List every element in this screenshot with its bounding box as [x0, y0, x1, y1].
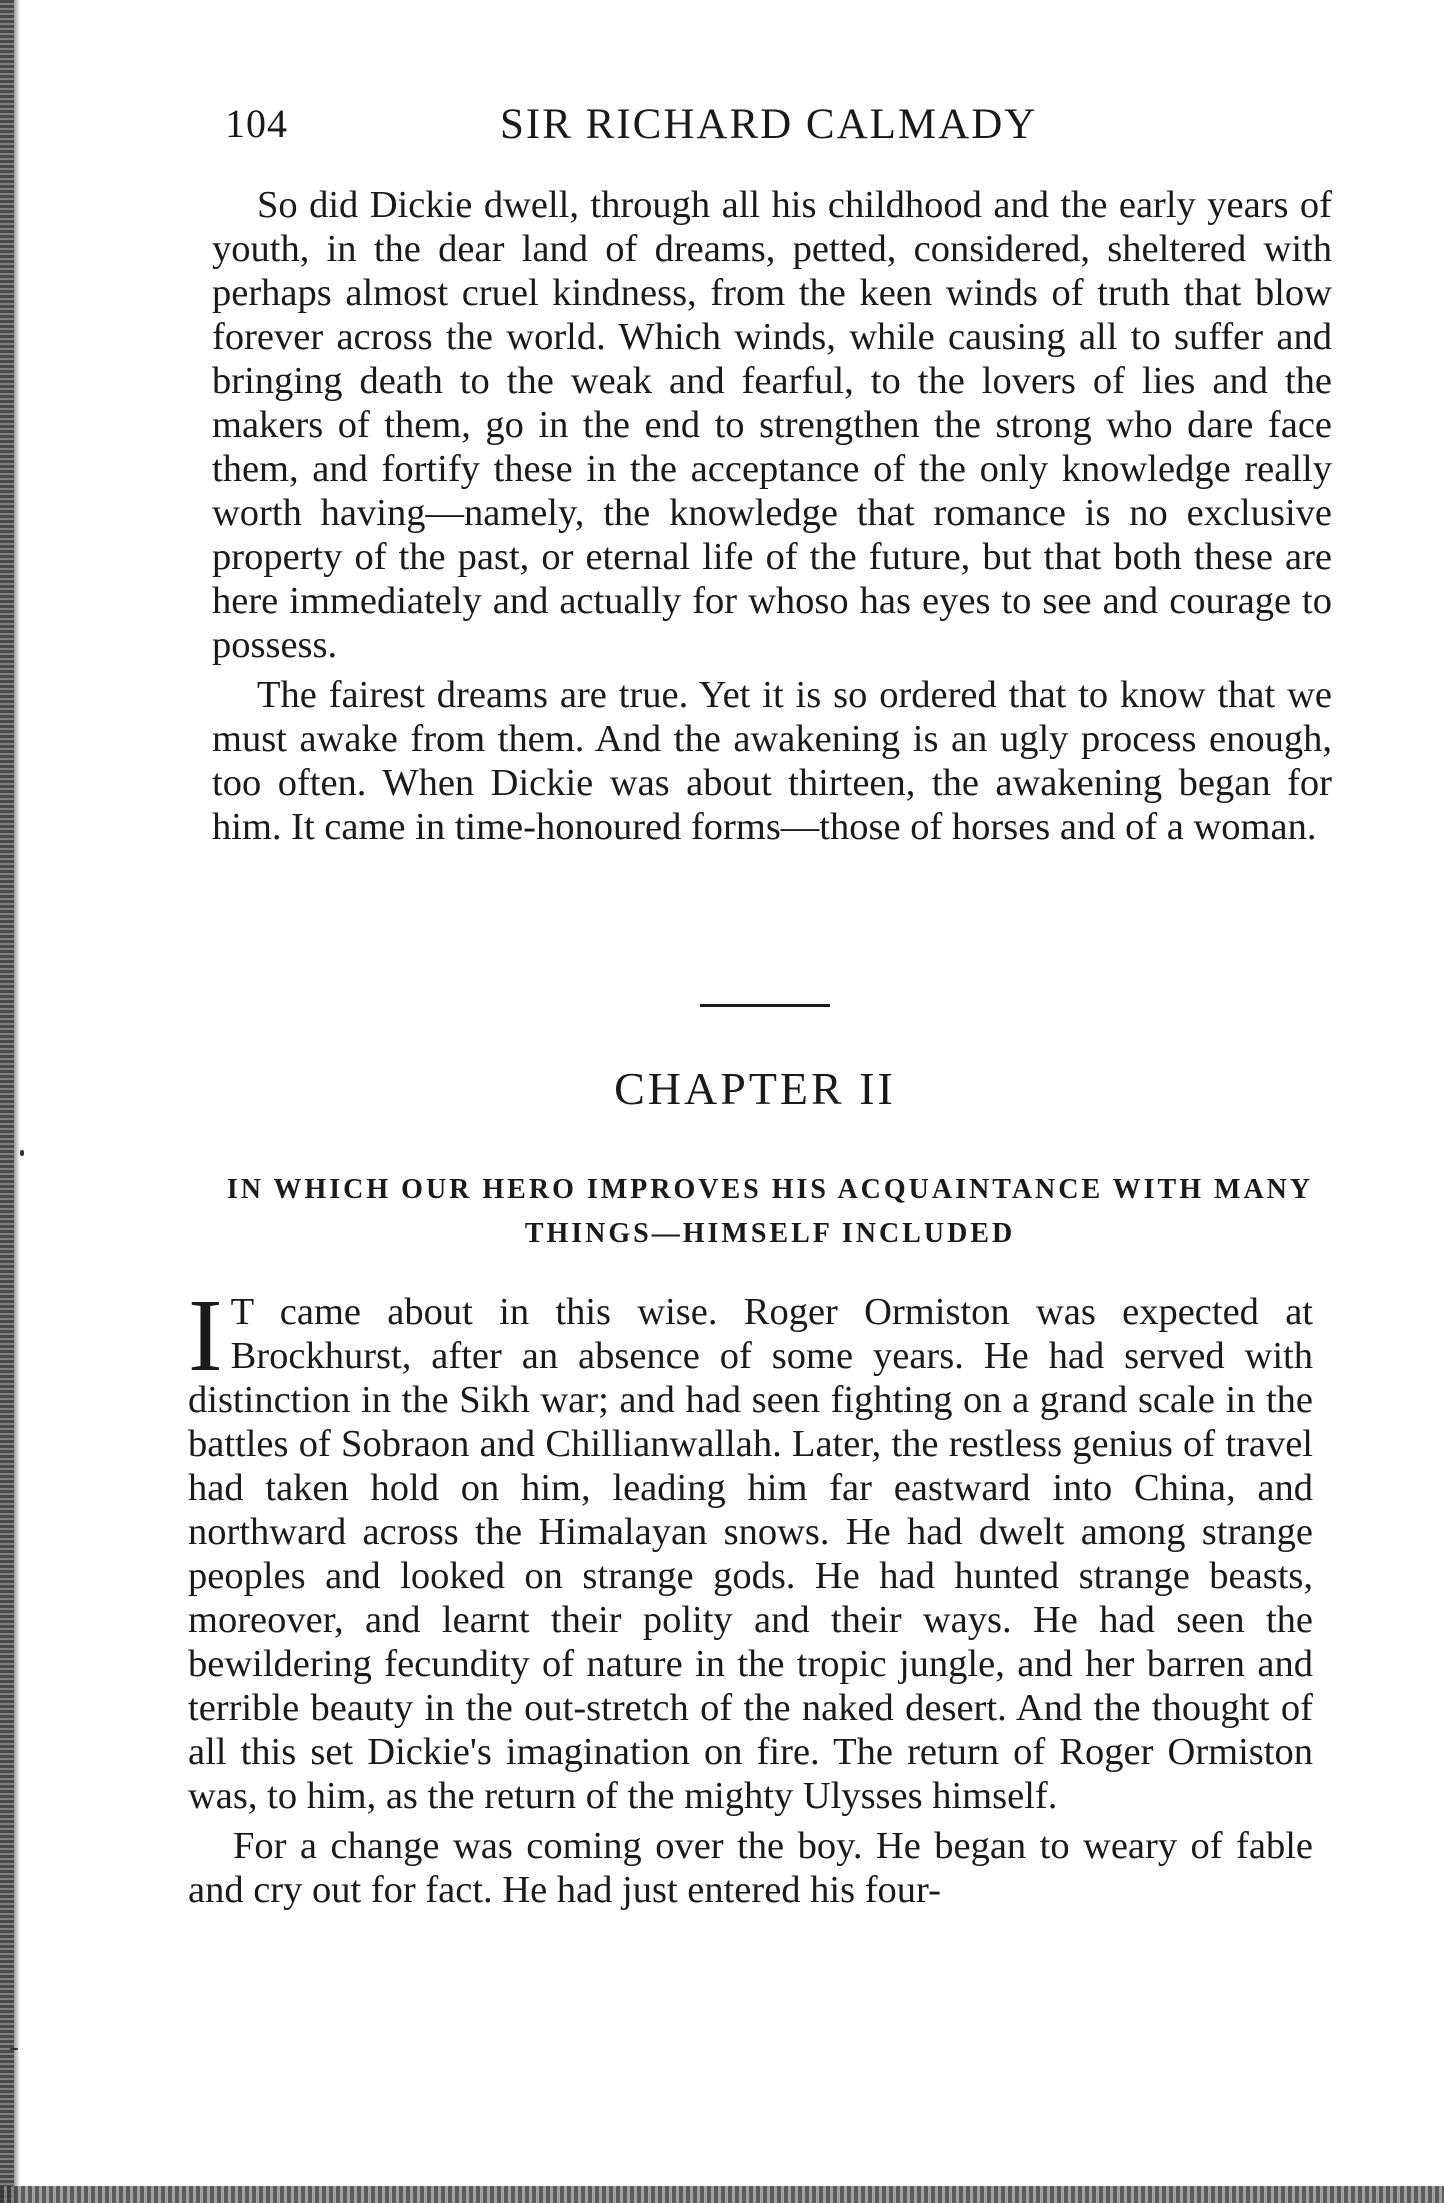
running-title: SIR RICHARD CALMADY [500, 101, 1038, 148]
page-header [225, 100, 1335, 160]
text-block-chapter [188, 1278, 1313, 1912]
scan-speck [10, 2048, 18, 2050]
page-number: 104 [225, 101, 288, 146]
text-block-before-chapter [212, 183, 1332, 849]
section-divider [700, 1004, 830, 1007]
paragraph-dickie-dreams: So did Dickie dwell, through all his childhood and the early years of youth, in the dear land of dreams, petted, considered, sheltered with perhaps almost cruel kindness, from the keen winds of truth that blow forever across the world. Which winds, while causing all to suffer and bringing death to the weak and fearful, to the lovers of lies and the makers of them, go in the end to strengthen the strong who dare face them, and fortify these in the acceptance of the only knowledge really worth having—namely, the knowledge that romance is no exclusive property of the past, or eternal life of the future, but that both these are here immediately and actually for whoso has eyes to see and courage to possess. [212, 184, 1332, 666]
drop-cap: I [188, 1278, 223, 1393]
paragraph-change-coming: For a change was coming over the boy. He began to weary of fable and cry out for fact. He had just entered his four- [188, 1825, 1313, 1911]
paragraph-roger-ormiston-text: T came about in this wise. Roger Ormiston was expected at Brockhurst, after an absence of some years. He had served with distinction in the Sikh war; and had seen fighting on a grand scale in the battles of Sobraon and Chillianwallah. Later, the restless genius of travel had taken hold on him, leading him far eastward into China, and northward across the Himalayan snows. He had dwelt among strange peoples and looked on strange gods. He had hunted strange beasts, moreover, and learnt their polity and their ways. He had seen the bewildering fecundity of nature in the tropic jungle, and her barren and terrible beauty in the out-stretch of the naked desert. And the thought of all this set Dickie's imagination on fire. The return of Roger Ormiston was, to him, as the return of the mighty Ulysses himself. [188, 1291, 1313, 1817]
paragraph-fairest-dreams: The fairest dreams are true. Yet it is so ordered that to know that we must awake from them. And the awakening is an ugly process enough, too often. When Dickie was about thirteen, the awakening began for him. It came in time-honoured forms—those of horses and of a woman. [212, 674, 1332, 848]
paragraph-roger-ormiston [188, 1278, 1313, 1818]
bottom-scan-edge [0, 2186, 1444, 2203]
chapter-title: CHAPTER II [614, 1063, 896, 1114]
scan-speck [20, 1150, 24, 1156]
chapter-subtitle: IN WHICH OUR HERO IMPROVES HIS ACQUAINTANCE WITH MANY THINGS—HIMSELF INCLUDED [226, 1174, 1314, 1249]
